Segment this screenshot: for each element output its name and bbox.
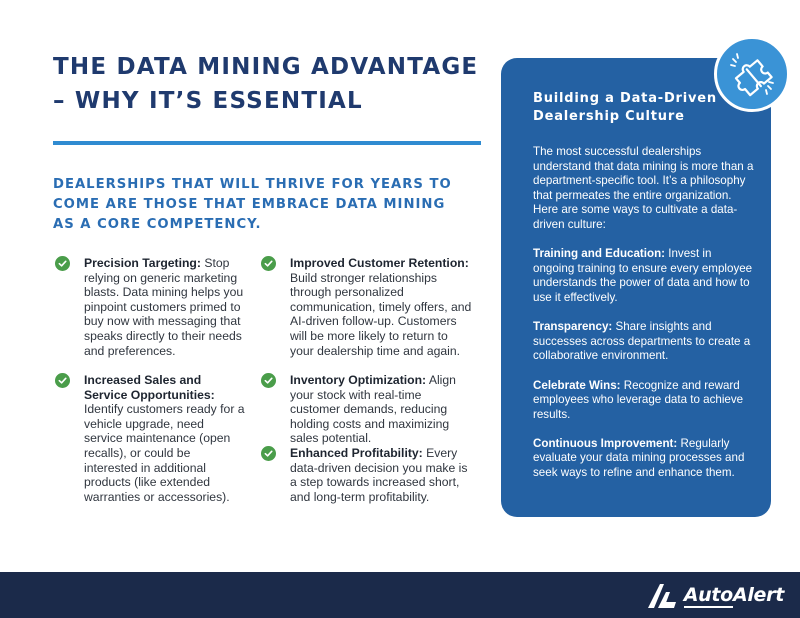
benefit-description: Every data-driven decision you make is a step towards increased short, and long-term profitability.	[290, 446, 468, 504]
benefit-inventory-optimization	[261, 373, 473, 446]
benefit-description: Align your stock with real-time customer demands, reducing holding costs and maximizing sales potential.	[290, 373, 456, 446]
sidebar-item-text: Regularly evaluate your data mining processes and seek ways to refine and enhance them.	[533, 436, 745, 480]
sidebar-item-heading: Training and Education:	[533, 247, 666, 261]
checkmark-icon	[261, 256, 276, 271]
section-subtitle: DEALERSHIPS THAT WILL THRIVE FOR YEARS TO COME ARE THOSE THAT EMBRACE DATA MINING AS A CORE COMPETENCY.	[53, 177, 452, 232]
benefit-description: Build stronger relationships through personalized communication, timely offers, and AI-driven follow-up. Customers will be more likely to return to your dealership time and again.	[290, 270, 472, 358]
title-divider	[53, 141, 481, 145]
sidebar-body	[533, 145, 755, 495]
sidebar-item-improvement	[533, 437, 755, 481]
sidebar-item-heading: Continuous Improvement:	[533, 436, 678, 450]
logo-mark-icon	[646, 580, 678, 610]
sidebar-item-transparency	[533, 320, 755, 364]
benefit-text	[290, 446, 473, 504]
sidebar-intro: The most successful dealerships understand that data mining is more than a department-specific tool. It’s a philosophy that permeates the entire organization. Here are some ways to cultivate a data-driven culture:	[533, 145, 754, 231]
benefit-text	[84, 256, 245, 358]
benefit-precision-targeting	[55, 256, 245, 358]
checkmark-icon	[261, 373, 276, 388]
autoalert-logo	[646, 580, 784, 610]
benefit-customer-retention	[261, 256, 473, 358]
page-footer	[0, 572, 800, 618]
checkmark-icon	[55, 373, 70, 388]
sidebar-item-celebrate	[533, 379, 755, 423]
sidebar-item-text: Share insights and successes across departments to create a collaborative environment.	[533, 320, 751, 363]
logo-word-alert: Alert	[732, 584, 784, 606]
sidebar-item-heading: Celebrate Wins:	[533, 378, 621, 392]
benefit-heading: Increased Sales and Service Opportunities:	[84, 373, 215, 402]
sidebar-item-heading: Transparency:	[533, 320, 613, 334]
sidebar-item-text: Recognize and reward employees who leverage data to achieve results.	[533, 378, 744, 421]
benefit-enhanced-profitability	[261, 446, 473, 504]
benefit-text	[290, 373, 473, 446]
puzzle-icon	[714, 36, 790, 112]
sidebar-item-text: Invest in ongoing training to ensure every employee understands the power of data and how to use it effectively.	[533, 247, 753, 304]
checkmark-icon	[261, 446, 276, 461]
benefit-heading: Inventory Optimization:	[290, 373, 427, 387]
benefit-text	[290, 256, 473, 358]
benefit-heading: Enhanced Profitability:	[290, 446, 423, 460]
benefit-text	[84, 373, 245, 504]
logo-word-auto: Auto	[683, 584, 733, 606]
sidebar-item-training	[533, 247, 755, 305]
sidebar-title: Building a Data-Driven Dealership Culture	[533, 91, 717, 124]
benefit-description: Stop relying on generic marketing blasts. Data mining helps you pinpoint customers primed to buy now with messaging that speaks directly to their needs and preferences.	[84, 256, 244, 358]
logo-wordmark	[684, 584, 784, 606]
benefit-sales-service	[55, 373, 245, 504]
benefit-description: Identify customers ready for a vehicle upgrade, need service maintenance (open recalls), or could be interested in additional products (like extended warranties or accessories).	[84, 402, 245, 504]
benefit-heading: Precision Targeting:	[84, 256, 201, 270]
page-title: THE DATA MINING ADVANTAGE – WHY IT’S ESSENTIAL	[53, 54, 479, 114]
culture-sidebar	[501, 58, 771, 517]
checkmark-icon	[55, 256, 70, 271]
benefit-heading: Improved Customer Retention:	[290, 256, 469, 270]
